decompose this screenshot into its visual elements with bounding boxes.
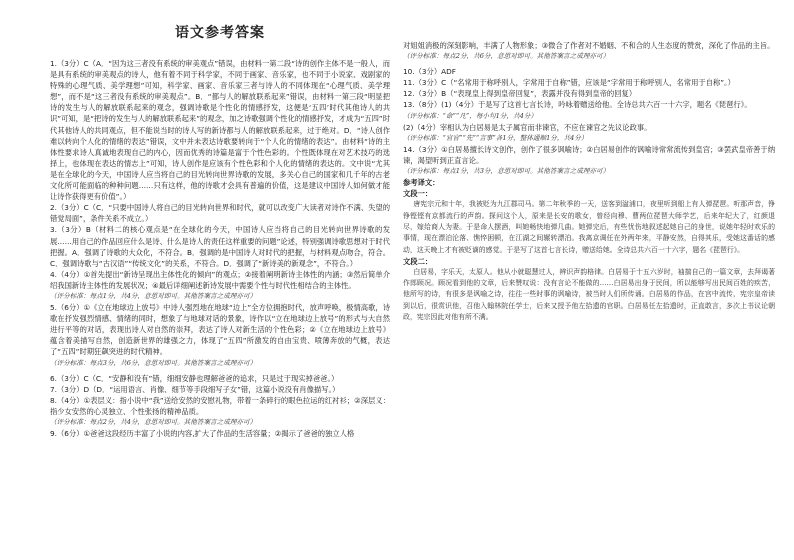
answer-q9: 9.（6分）①爸爸这段经历丰富了小说的内容,扩大了作品的生活容量；②揭示了爸爸的独立人格 [50,429,355,439]
scoring-note-q8: （评分标准：每点2分，共4分，意思对即可。其他答案言之成理亦可） [50,418,257,426]
answer-q5: 5.（6分）①《立在地球边上放号》中诗人强烈地在地球“边上”全方位拥抱时代，放声呼唤，极情高歌，诗歌在抒发强烈情感、情绪的同时，想象了与地球对话的景象，诗作以“立在地球边上放号”的形式与大自然进行平等的对话，表现出诗人对自然的崇拜，表达了诗人对新生活的个性色彩；②《立在地球边上放号》蕴含着美描写自然，创造新世界的雄强之力，体现了“五四”所激发的自由宝贵、喷薄奔放的气概，表达了“五四”时期狂飙突进的时代精神。 [50,303,390,357]
answer-q14: 14.（3分）①白居易擅长诗文创作，创作了很多讽喻诗；②白居易创作的讽喻诗常常流传到皇宫；③罢武皇帝善于纳谏，渴望听到正直言论。 [403,144,775,165]
scoring-note-q13-2: （评分标准：“官官”“先”“言事”各1分，整体通顺1分，共4分） [403,133,588,142]
text-a-label: 文段一： [403,189,433,199]
answer-q11: 11.（3分）C（“名常用于称呼别人，字常用于自称”错，应该是“字常用于称呼别人，名常用于自称”。） [403,78,735,88]
scoring-note-q4: （评分标准：每点1分，共4分，意思对即可。其他答案言之成理亦可） [50,291,257,300]
document-title: 语文参考答案 [175,25,265,41]
left-column [50,12,390,558]
answer-q13-1: 13.（8分）(1)（4分）于是写了这首七言长诗，吟咏着赠送给他。全诗总共六百一十六字，题名《琵琶行》。 [403,100,752,110]
scoring-note-q13-1: （评分标准：“命”“凡”，每小句1分，共4分） [403,111,537,120]
text-b-label: 文段二： [403,256,433,266]
reference-translation-label: 参考译文： [403,178,440,188]
answer-q6: 6.（3分）C（C．“安静和没有”错，细细安静也理解爸爸的追求，只是过于现实掉爸爸。） [50,373,339,383]
text-b-translation: 白居易，字乐天，太原人。他从小就聪慧过人，辨识声韵格律。白居易于十五六岁时，袖揣自己的一篇文章，去拜谒著作郎顾况。顾况看到他的文章，后来赞叹说：没有言论不能做的……白居易出身于民间，所以能够写出民间百姓的疾苦，他所写的诗，有很多是讽喻之诗，往往一些时事的讽喻诗，被当时人们所传诵。白居易的作品，在宫中流传，宪宗皇帝读到以后，很赏识他，召他入翰林院任学士，后来又授予他左拾遗的官职。白居易任左拾遗时，正直敢言，多次上书议论朝政，宪宗因此对他有所不满。 [403,267,775,322]
answer-q9-continued: 对姐姐消极的深刻影响，丰满了人物形象；③微合了作者对不婚姻、不和合的人生态度的赞赏，深化了作品的主旨。 [403,41,775,50]
scoring-note-q9: （评分标准：每点2分，共6分，意思对即可。其他答案言之成理亦可） [403,52,610,61]
answer-q2: 2.（3分）C（C．“只要中国诗人将自己的目光转向世界和时代，就可以改变广大读者对诗作不满、失望的错觉局面”，条件关系不成立。） [50,203,390,224]
answer-q1: 1.（3分）C（A．“因为这三者没有系统的审美观点”错误，由材料一第二段“诗的创作主体不是一般人，而是具有系统的审美观点的诗人，他有着不同于科学家，不同于画家、音乐家，也不同于小说家、戏剧家的特殊的心理气质、美学理想”可知，科学家、画家、音乐家三者与诗人的不同体现在“心理气质、美学理想”，而不是“这三者没有系统的审美观点”。B．“都与人的解放联系起来”错误，由材料一第三段“明显把诗的发生与人的解放联系起来的观念，强调诗歌是个性化的情感抒发，这便是‘五四’时代其他诗人的共识”可知，是“把诗的发生与人的解放联系起来”的观念，加之诗歌强调个性化的情感抒发，才成为“五四”时代其他诗人的共同观点，但不能说当时的诗人写的新诗都与人的解放联系起来，过于绝对。D．“诗人创作难以转向个人化的情绪的表达”错误，文中并未表达诗歌要转向于“个人化的情绪的表达”。由材料“诗的主体性要求诗人真诚地表现自己的内心，因而优秀的诗篇是富于个性色彩的。个性既体现在对艺术技巧的选择上，也体现在表达的情志上”可知，诗人创作是应该有个性色彩和个人化的情绪的表达的。文中说“尤其是在全球化的今天，中国诗人应当将自己的目光转向世界诗歌的发展，多关心自己的国家和几千年的古老文化所可能面临的种种问题……只有这样，他的诗歌才会具有普遍的价值，这是建议中国诗人如何做才能让诗作获得更有价值”。） [50,59,390,202]
answer-q8: 8.（4分）①表层义：指小说中“我”送给安然的安慰礼物，带着一条碎行的眼色拉运的红衬衫；②深层义：指少女安然的心灵独立、个性张扬的精神品质。 [50,395,390,416]
answer-q3: 3.（3分）B（材料二的核心观点是“在全球化的今天，中国诗人应当将自己的目光转向世界诗歌的发展……用自己的作品回应什么是诗、什么是诗人的责任这样重要的问题”论述，特别强调诗歌思想对于时代把握。A．强调了诗歌的大众化，不符合。B．强调的是中国诗人对时代的把握，与材料观点吻合，符合。C．强调诗歌与“古汉语”“传统文化”的关系，不符合。D．强调了“新诗美的新观念”，不符合。） [50,225,390,268]
answer-q4: 4.（4分）①首先提出“新诗呈现出主体性化的倾向”的观点；②接着阐明新诗主体性的内涵；③然后简单介绍我国新诗主体性的发展状况；④最后详细阐述新诗发展中需要个性与时代性相结合的主体性。 [50,269,390,290]
right-column [403,40,775,558]
scoring-note-q14: （评分标准：每点1分，共3分，意思对即可。其他答案言之成理亦可） [403,167,610,176]
scoring-note-q5: （评分标准：每点3分，共6分，意思对即可。其他答案言之成理亦可） [50,358,257,367]
answer-q7: 7.（3分）D（D．“运用语言、肖像、细节等手段细写子女”错，这篇小说没有肖像描写。） [50,384,340,394]
answer-q12: 12.（3分）B（“表现皇上得到皇帝回复”，表露并没有得到皇帝的回复） [403,89,637,99]
answer-q13-2: (2)（4分）宰相认为白居易是太子属官而非谏官，不应在谏官之先议论政事。 [403,122,652,132]
text-a-translation: 唐宪宗元和十年，我被贬为九江郡司马。第二年秋季的一天，送客到湓浦口，夜里听到船上有人弹琵琶。听那声音，铮铮铿铿有京都流行的声韵。探问这个人，原来是长安的歌女，曾经向穆、曹两位琵琶大师学艺，后来年纪大了，红颜退尽，嫁给商人为妻。于是命人摆酒，叫她畅快地弹几曲。她弹完后，有些忧伤地叙述起她自己的身世，说她年轻时欢乐的事情，现在漂泊沦落、憔悴困顿，在江湖之间辗转漂泊。我离京调任在外两年来，平静安然，自得其乐，受她这番话的感动，这天晚上才有被贬谪的感觉。于是写了这首七言长诗，赠送给她。全诗总共六百一十六字，题名《琵琶行》。 [403,200,775,254]
answer-q10: 10.（3分）ADF [403,67,456,77]
